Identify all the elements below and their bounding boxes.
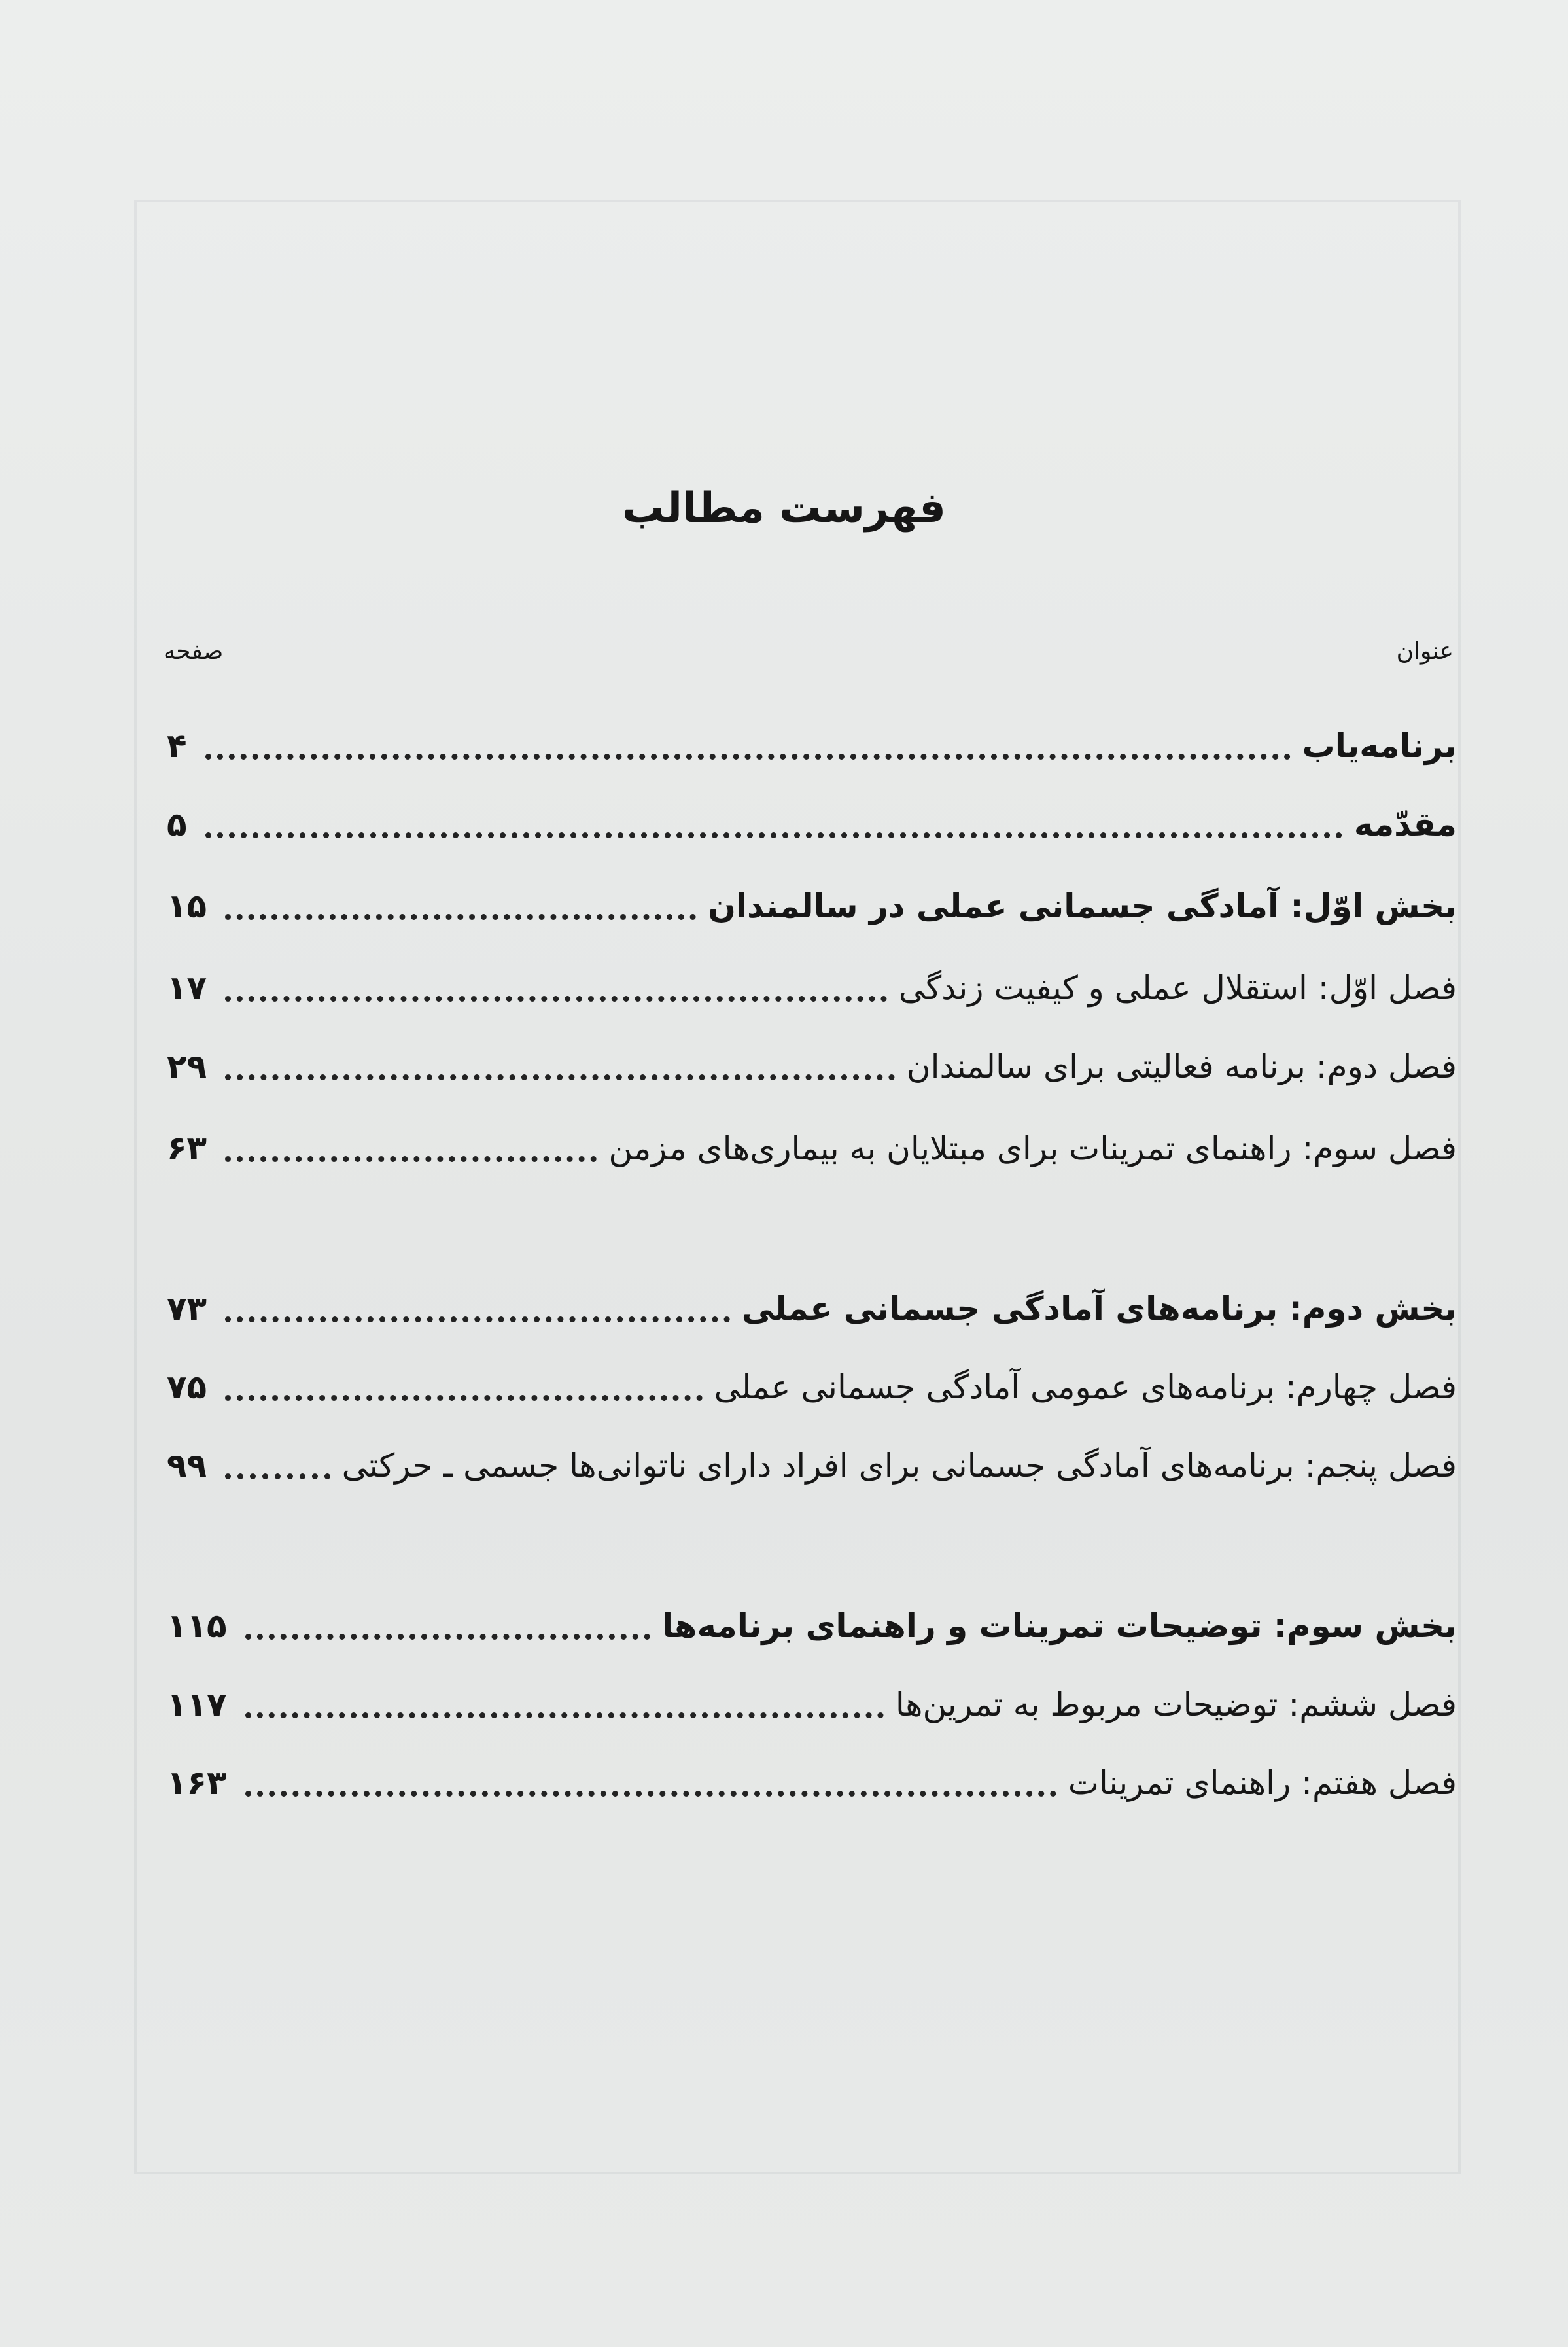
toc-entry [167, 1436, 1457, 1495]
toc-entry [167, 1754, 1457, 1812]
toc-entry-page: ۱۵ [167, 887, 207, 925]
toc-entry-title: بخش سوم: توضیحات تمرینات و راهنمای برنامه‌ها [662, 1607, 1457, 1645]
toc-entry-page: ۷۳ [167, 1290, 207, 1328]
toc-entry-page: ۱۶۳ [167, 1764, 227, 1802]
dot-leader [225, 1156, 597, 1162]
toc-entry-title: فصل هفتم: راهنمای تمرینات [1068, 1764, 1457, 1802]
page-title: فهرست مطالب [622, 484, 946, 533]
dot-leader [245, 1712, 884, 1718]
dot-leader [245, 1634, 650, 1640]
dot-leader [205, 832, 1342, 838]
toc-entry-page: ۱۷ [167, 969, 207, 1007]
toc-entry-page: ۴ [167, 727, 187, 765]
toc-entry-page: ۱۱۷ [167, 1685, 227, 1723]
toc-entry-title: بخش دوم: برنامه‌های آمادگی جسمانی عملی [741, 1290, 1457, 1328]
title-column-header: عنوان [1396, 638, 1454, 665]
dot-leader [225, 1316, 730, 1322]
toc-entry [167, 716, 1457, 775]
toc-entry [167, 795, 1457, 854]
toc-entry-title: فصل دوم: برنامه فعالیتی برای سالمندان [906, 1048, 1457, 1085]
toc-entry-page: ۱۱۵ [167, 1607, 227, 1645]
toc-entry-page: ۵ [167, 805, 187, 843]
dot-leader [205, 754, 1291, 760]
toc-entry [167, 1358, 1457, 1417]
toc-entry-page: ۶۳ [167, 1129, 207, 1167]
dot-leader [225, 1395, 702, 1401]
toc-entry [167, 877, 1457, 936]
toc-entry [167, 1279, 1457, 1338]
dot-leader [245, 1791, 1056, 1797]
toc-entry-title: فصل چهارم: برنامه‌های عمومی آمادگی جسمانی عملی [714, 1368, 1457, 1406]
toc-entry [167, 1597, 1457, 1655]
toc-entry-title: فصل اوّل: استقلال عملی و کیفیت زندگی [898, 969, 1457, 1007]
dot-leader [225, 1074, 895, 1080]
toc-entry [167, 1675, 1457, 1734]
toc-entry-page: ۹۹ [167, 1447, 207, 1485]
dot-leader [225, 1473, 330, 1479]
dot-leader [225, 996, 887, 1002]
toc-entry-title: مقدّمه [1353, 805, 1457, 843]
toc-entry-title: فصل سوم: راهنمای تمرینات برای مبتلایان به بیماری‌های مزمن [608, 1129, 1457, 1167]
toc-entry-title: برنامه‌یاب [1302, 727, 1457, 765]
toc-entry-title: فصل پنجم: برنامه‌های آمادگی جسمانی برای افراد دارای ناتوانی‌ها جسمی ـ حرکتی [341, 1447, 1457, 1485]
dot-leader [225, 914, 696, 920]
toc-entry-page: ۷۵ [167, 1368, 207, 1406]
toc-entry-title: فصل ششم: توضیحات مربوط به تمرین‌ها [895, 1685, 1457, 1723]
toc-entry [167, 1037, 1457, 1096]
toc-entry-title: بخش اوّل: آمادگی جسمانی عملی در سالمندان [708, 887, 1457, 925]
page-column-header: صفحه [164, 638, 224, 665]
toc-entry [167, 1119, 1457, 1178]
toc-entry-page: ۲۹ [167, 1048, 207, 1085]
toc-entry [167, 959, 1457, 1017]
